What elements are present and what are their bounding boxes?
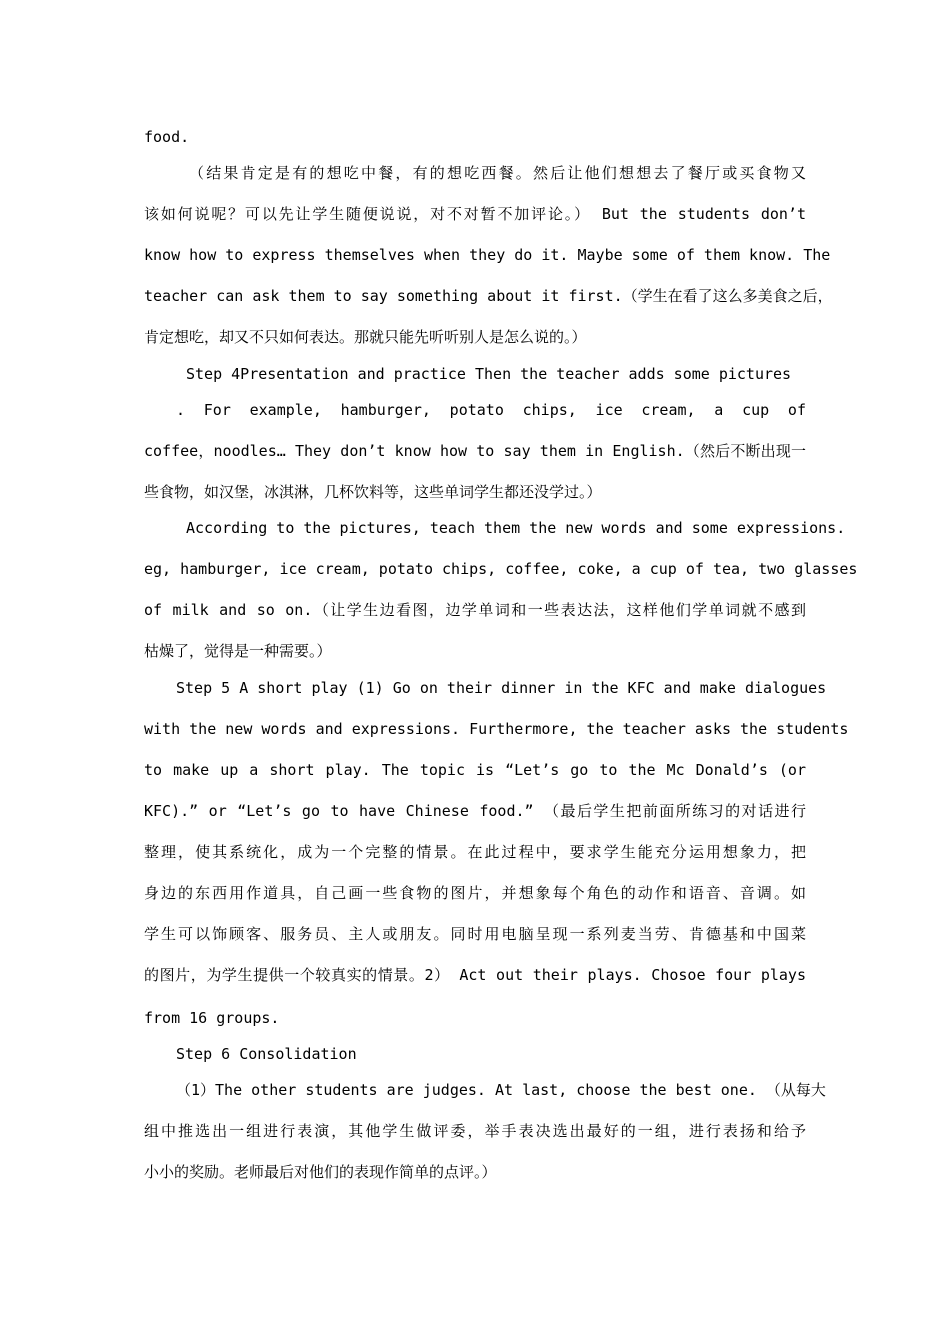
text-line: 枯燥了，觉得是一种需要。） — [144, 642, 332, 660]
text-line: 组中推选出一组进行表演，其他学生做评委，举手表决选出最好的一组，进行表扬和给予 — [144, 1122, 806, 1140]
text-line: with the new words and expressions. Furthermore, the teacher asks the students — [144, 720, 849, 738]
text-line: （结果肯定是有的想吃中餐，有的想吃西餐。然后让他们想想去了餐厅或买食物又 — [189, 164, 806, 182]
text-line: 该如何说呢？可以先让学生随便说说，对不对暂不加评论。） But the students don’t — [144, 205, 806, 223]
text-line: from 16 groups. — [144, 1009, 280, 1027]
text-line: teacher can ask them to say something about it first.（学生在看了这么多美食之后， — [144, 287, 833, 305]
text-line: to make up a short play. The topic is “Let’s go to the Mc Donald’s (or — [144, 761, 806, 779]
text-line: （1）The other students are judges. At last, choose the best one. （从每大 — [176, 1081, 826, 1099]
text-line: Step 5 A short play (1) Go on their dinner in the KFC and make dialogues — [176, 679, 827, 697]
text-line: 身边的东西用作道具，自己画一些食物的图片，并想象每个角色的动作和语音、音调。如 — [144, 884, 806, 902]
text-line: 些食物，如汉堡，冰淇淋，几杯饮料等，这些单词学生都还没学过。） — [144, 483, 602, 501]
text-line: know how to express themselves when they do it. Maybe some of them know. The — [144, 246, 831, 264]
text-line: 整理，使其系统化，成为一个完整的情景。在此过程中，要求学生能充分运用想象力，把 — [144, 843, 806, 861]
text-line: of milk and so on.（让学生边看图，边学单词和一些表达法，这样他们学单词就不感到 — [144, 601, 806, 619]
text-line: 学生可以饰顾客、服务员、主人或朋友。同时用电脑呈现一系列麦当劳、肯德基和中国菜 — [144, 925, 806, 943]
text-line: coffee，noodles… They don’t know how to say them in English.（然后不断出现一 — [144, 442, 806, 460]
text-line: 肯定想吃，却又不只如何表达。那就只能先听听别人是怎么说的。） — [144, 328, 587, 346]
text-line: Step 6 Consolidation — [176, 1045, 357, 1063]
text-line: According to the pictures, teach them the new words and some expressions. — [186, 519, 846, 537]
text-line: 小小的奖励。老师最后对他们的表现作简单的点评。） — [144, 1163, 497, 1181]
text-line: Step 4Presentation and practice Then the teacher adds some pictures — [186, 365, 792, 383]
text-line: eg, hamburger, ice cream, potato chips, coffee, coke, a cup of tea, two glasses — [144, 560, 858, 578]
text-line: . For example, hamburger, potato chips, ice cream, a cup of — [176, 401, 806, 419]
text-line: KFC).” or “Let’s go to have Chinese food.” （最后学生把前面所练习的对话进行 — [144, 802, 806, 820]
text-line: food. — [144, 128, 190, 146]
text-line: 的图片，为学生提供一个较真实的情景。2） Act out their plays. Chosoe four plays — [144, 966, 806, 984]
